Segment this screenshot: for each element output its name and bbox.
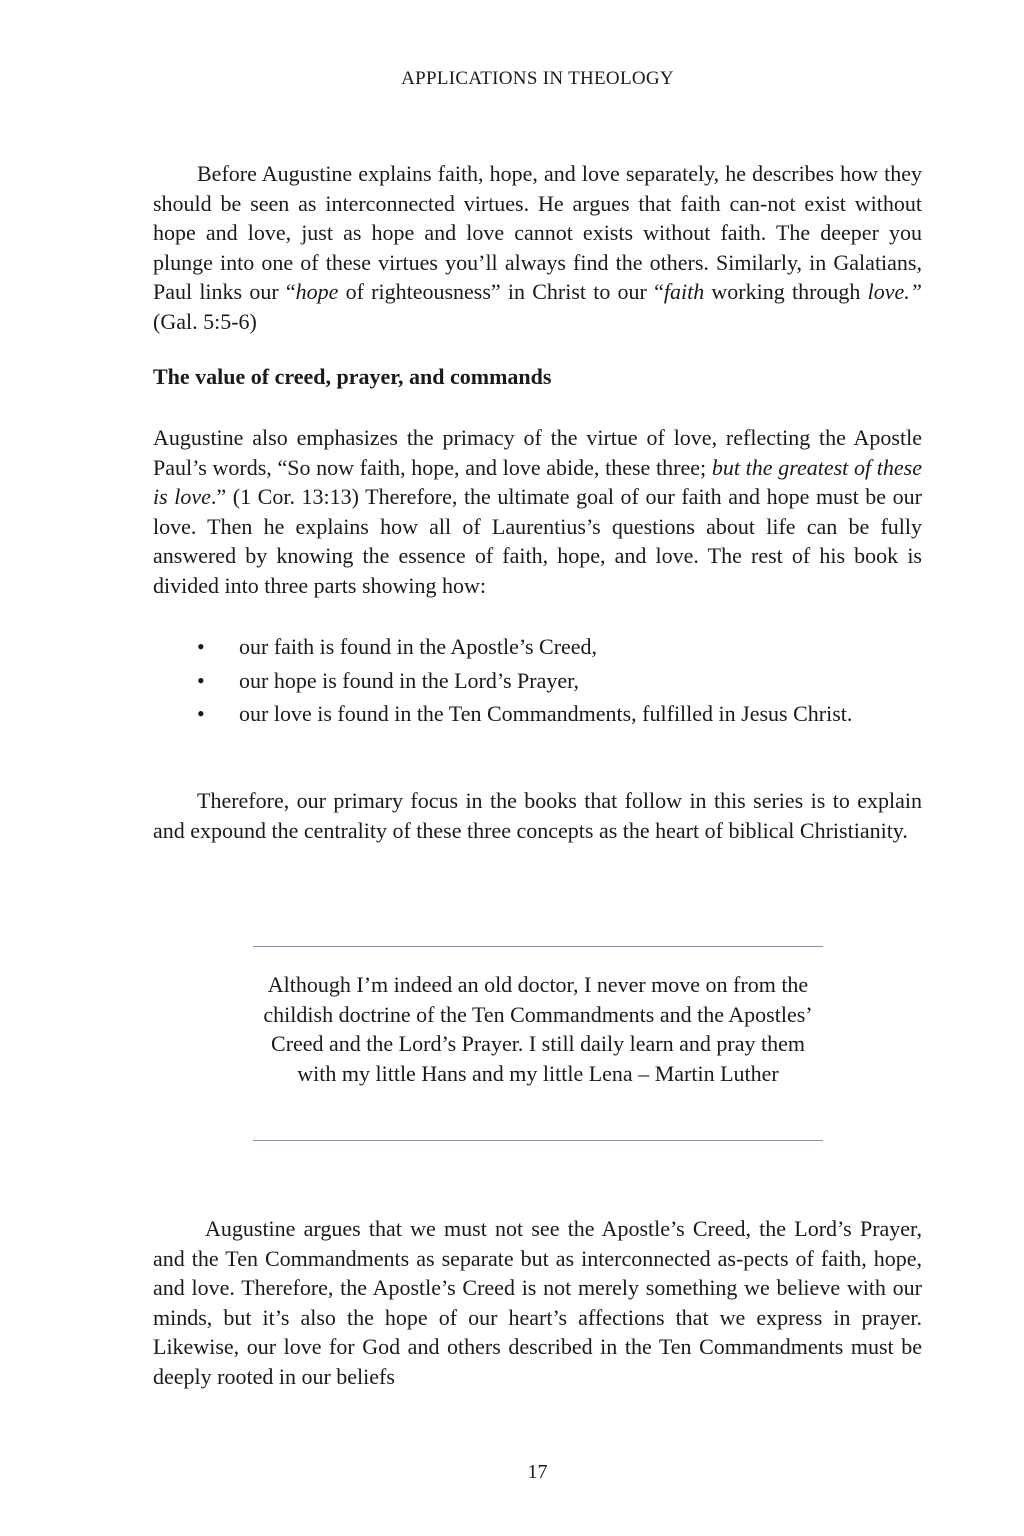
quote-top-rule <box>253 946 823 947</box>
paragraph-interconnected-virtues <box>153 159 922 336</box>
italic-scripture-quote: but the greatest of these is love <box>153 454 922 509</box>
paragraph-interconnected-aspects: Augustine argues that we must not see the Apostle’s Creed, the Lord’s Prayer, and the Ten Commandments as separate but as interconnected as-pects of faith, hope, and love. Therefore, the Apostle’s Creed is not merely something we believe with our minds, but it’s also the hope of our heart’s affections that we express in prayer. Likewise, our love for God and others described in the Ten Commandments must be deeply rooted in our beliefs <box>153 1216 922 1389</box>
text-run: Augustine also emphasizes the primacy of the virtue of love, reflecting the Apostle Paul’s words, “So now faith, hope, and love abide, these three; <box>153 425 922 480</box>
list-item-text: our faith is found in the Apostle’s Creed, <box>239 634 598 659</box>
italic-hope: hope <box>295 279 339 304</box>
quote-bottom-rule <box>253 1140 823 1141</box>
paragraph-primacy-of-love <box>153 423 922 600</box>
text-run: working through <box>704 279 868 304</box>
paragraph-primary-focus: Therefore, our primary focus in the books that follow in this series is to explain and expound the centrality of these three concepts as the heart of biblical Christianity. <box>153 788 922 843</box>
section-heading: The value of creed, prayer, and commands <box>153 364 552 389</box>
text-run: Before Augustine explains faith, hope, and love separately, he describes how they should be seen as interconnected virtues. He argues that faith can-not exist without hope and love, just as hope and love cannot exists without faith. The deeper you plunge into one of these virtues you’ll always find the others. Similarly, in Galatians, Paul links our “ <box>153 161 922 304</box>
list-item-text: our hope is found in the Lord’s Prayer, <box>239 667 580 693</box>
running-header: APPLICATIONS IN THEOLOGY <box>401 68 674 89</box>
pull-quote: Although I’m indeed an old doctor, I never move on from the childish doctrine of the Ten Commandments and the Apostles’ Creed and the Lord’s Prayer. I still daily learn and pray them with my little Hans and my little Lena – Martin Luther <box>263 972 813 1086</box>
list-item <box>153 632 922 662</box>
list-item-text: our love is found in the Ten Commandments, fulfilled in Jesus Christ. <box>239 701 853 726</box>
three-parts-list <box>153 632 922 733</box>
bullet-icon: • <box>197 667 205 693</box>
page-number: 17 <box>527 1461 548 1483</box>
text-run: .” (1 Cor. 13:13) Therefore, the ultimate goal of our faith and hope must be our love. Then he explains how all of Laurentius’s questions about life can be fully answered by knowing the essence of faith, hope, and love. The rest of his book is divided into three parts showing how: <box>153 484 922 598</box>
list-item <box>153 699 922 729</box>
bullet-icon: • <box>197 634 205 659</box>
text-run: of righteousness” in Christ to our “ <box>338 279 664 304</box>
italic-faith: faith <box>663 279 705 304</box>
list-item <box>153 666 922 696</box>
text-run: (Gal. 5:5-6) <box>153 308 257 334</box>
italic-love: love.” <box>867 279 922 304</box>
bullet-icon: • <box>197 701 205 726</box>
